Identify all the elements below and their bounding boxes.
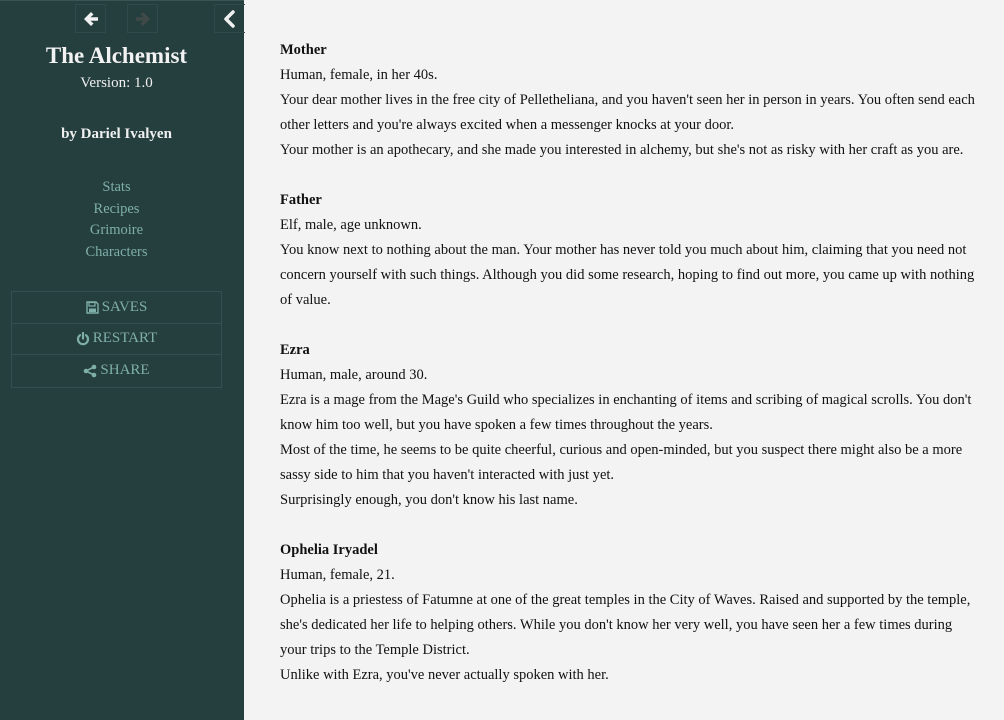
character-summary: Human, female, in her 40s.	[280, 67, 438, 83]
saves-button[interactable]	[12, 292, 221, 324]
sidebar	[0, 0, 244, 720]
character-description: Surprisingly enough, you don't know his last name.	[280, 492, 578, 508]
power-icon	[76, 332, 90, 346]
character-entry-mother	[280, 38, 980, 163]
history-back-button[interactable]	[75, 4, 106, 33]
story-version: Version: 1.0	[80, 75, 153, 91]
character-name: Father	[280, 192, 322, 208]
menu-link-recipes[interactable]: Recipes	[93, 200, 140, 217]
saves-label: SAVES	[101, 298, 148, 315]
character-description: Your mother is an apothecary, and she made you interested in alchemy, but she's not as risky with her craft as you are.	[280, 142, 964, 158]
share-button[interactable]	[12, 355, 221, 387]
character-name: Mother	[280, 42, 327, 58]
passage-content	[280, 38, 980, 713]
floppy-disk-icon	[86, 301, 99, 314]
menu-link-characters[interactable]: Characters	[85, 244, 148, 261]
chevron-left-icon	[223, 10, 237, 28]
core-menu	[11, 291, 222, 388]
character-summary: Human, female, 21.	[280, 567, 395, 583]
restart-label: RESTART	[92, 330, 158, 347]
character-description: You know next to nothing about the man. Your mother has never told you much about him, claiming that you need not concern yourself with such things. Although you did some research, hoping to find out more, you came up with nothing of value.	[280, 242, 975, 308]
collapse-sidebar-button[interactable]	[214, 4, 245, 33]
character-description: Ophelia is a priestess of Fatumne at one of the great temples in the City of Waves. Raised and supported by the temple, she's dedicated her life to helping others. While you don't know her very well, you have seen her a few times during your trips to the Temple District.	[280, 592, 971, 658]
story-menu	[0, 177, 233, 264]
character-description: Most of the time, he seems to be quite cheerful, curious and open-minded, but you suspect there might also be a more sassy side to him that you haven't interacted with just yet.	[280, 442, 963, 483]
story-title: The Alchemist	[45, 43, 188, 68]
character-name: Ophelia Iryadel	[280, 542, 378, 558]
arrow-right-icon	[134, 10, 152, 28]
character-entry-ophelia	[280, 538, 980, 688]
arrow-left-icon	[82, 10, 100, 28]
restart-button[interactable]	[12, 324, 221, 356]
share-icon	[83, 364, 97, 378]
character-summary: Elf, male, age unknown.	[280, 217, 422, 233]
character-summary: Human, male, around 30.	[280, 367, 428, 383]
menu-link-stats[interactable]: Stats	[102, 179, 131, 195]
share-label: SHARE	[100, 362, 150, 379]
character-description: Ezra is a mage from the Mage's Guild who specializes in enchanting of items and scribing of magical scrolls. You don't know him too well, but you have spoken a few times throughout the years.	[280, 392, 972, 433]
character-entry-ezra	[280, 338, 980, 513]
character-entry-father	[280, 188, 980, 313]
character-name: Ezra	[280, 342, 310, 358]
character-description: Unlike with Ezra, you've never actually spoken with her.	[280, 667, 609, 683]
story-author: by Dariel Ivalyen	[61, 126, 172, 142]
menu-link-grimoire[interactable]: Grimoire	[89, 222, 144, 239]
character-description: Your dear mother lives in the free city of Pelletheliana, and you haven't seen her in person in years. You often send each other letters and you're always excited when a messenger knocks at your door.	[280, 92, 975, 133]
history-forward-button[interactable]	[127, 4, 158, 33]
